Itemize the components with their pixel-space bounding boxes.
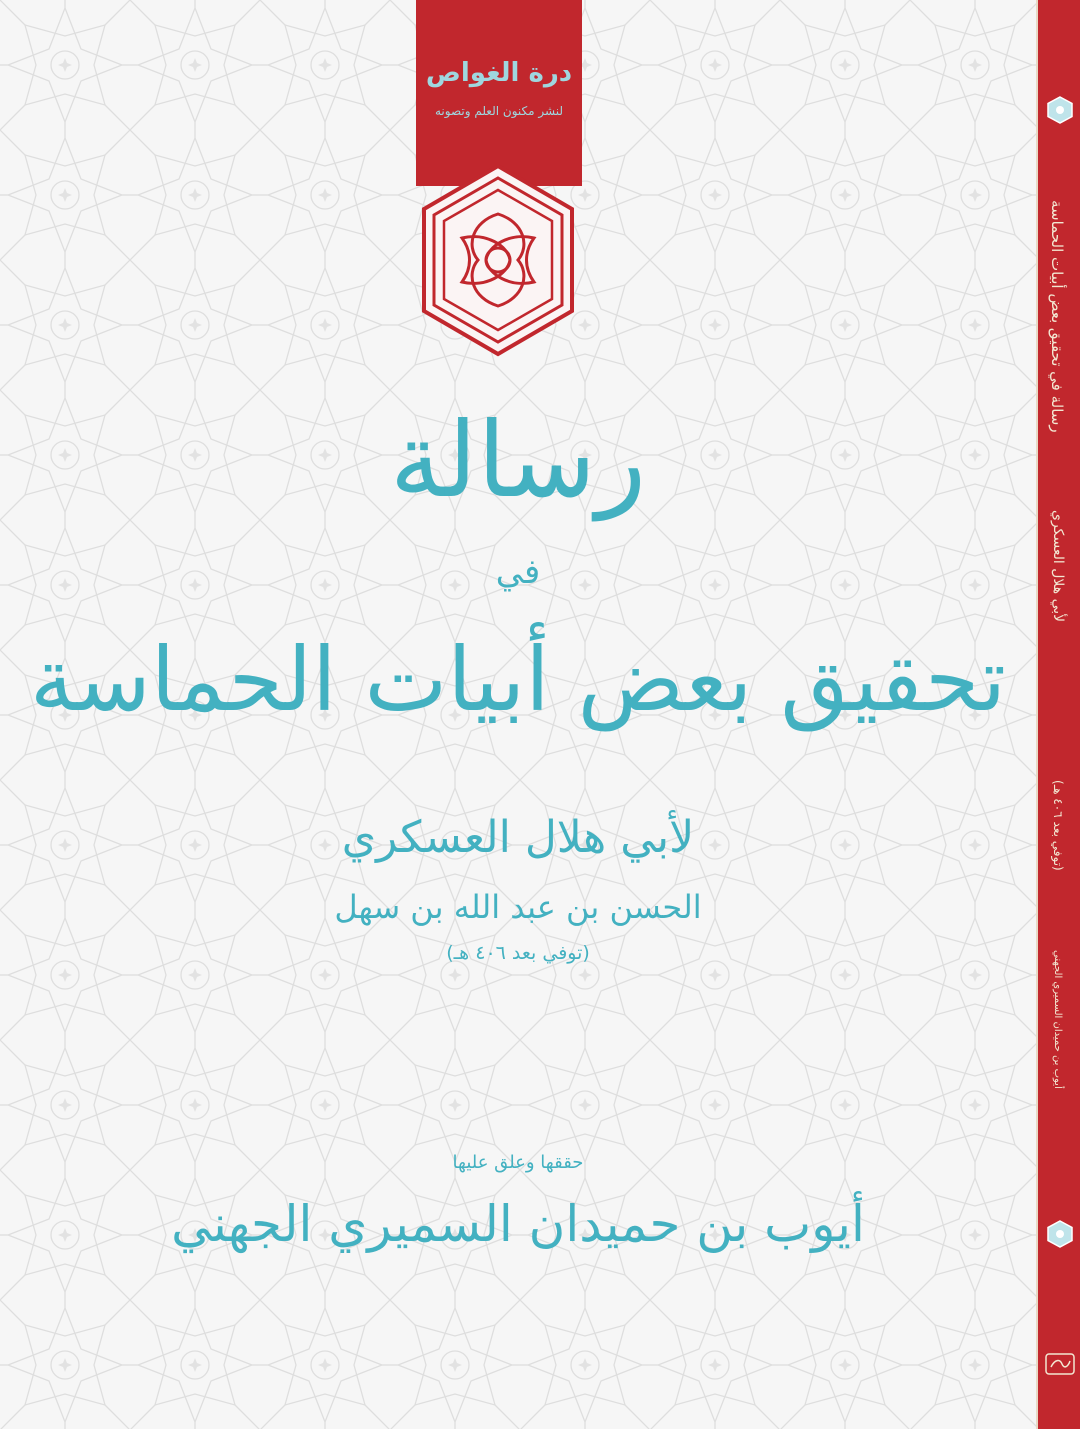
spine-title: رسالة في تحقيق بعض أبيات الحماسة <box>1048 200 1066 433</box>
title-line-1: رسالة <box>389 399 647 521</box>
title-line-2: في <box>495 552 541 592</box>
book-spine <box>1036 0 1080 1429</box>
knot-emblem-icon <box>412 162 584 358</box>
death-date: (توفي بعد ٤٠٦ هـ) <box>446 942 590 964</box>
spine-death-date: (توفي بعد ٤٠٦ هـ) <box>1051 780 1065 871</box>
publisher-ribbon <box>416 0 582 186</box>
spine-author: لأبي هلال العسكري <box>1050 510 1066 623</box>
spine-editor: أيوب بن حميدان السميري الجهني <box>1052 950 1063 1089</box>
spine-ornament-bottom-icon <box>1047 1220 1073 1248</box>
spine-ornament-top-icon <box>1047 96 1073 124</box>
spine-publisher-logo <box>1044 1352 1076 1376</box>
author-full-name: الحسن بن عبد الله بن سهل <box>334 888 702 926</box>
editor-role: حققها وعلق عليها <box>452 1152 584 1173</box>
author-name: لأبي هلال العسكري <box>341 812 695 863</box>
publisher-tagline: لنشر مكنون العلم وتصونه <box>435 104 563 118</box>
title-line-3: تحقيق بعض أبيات الحماسة <box>29 628 1007 731</box>
publisher-name: درة الغواص <box>425 58 573 88</box>
editor-name: أيوب بن حميدان السميري الجهني <box>171 1195 865 1253</box>
